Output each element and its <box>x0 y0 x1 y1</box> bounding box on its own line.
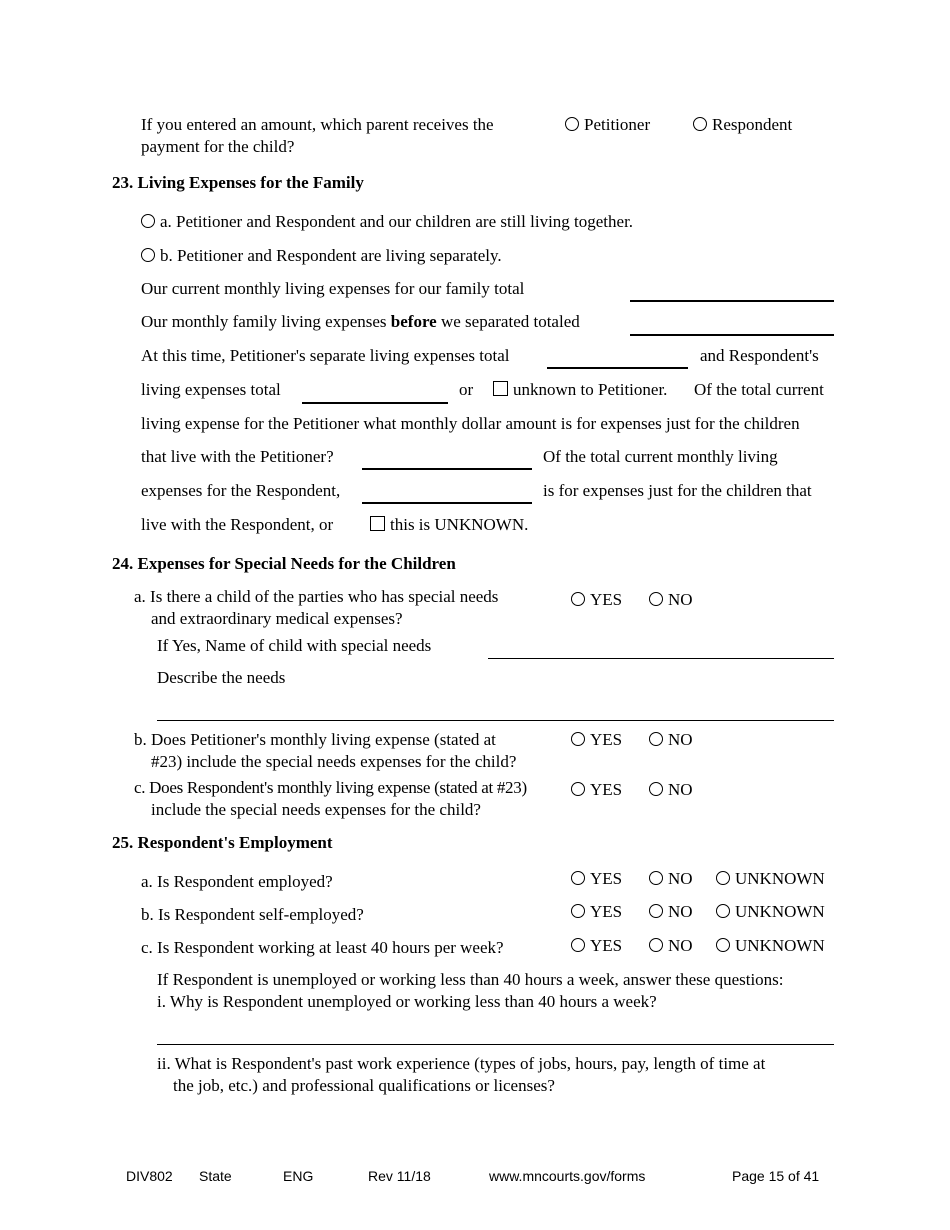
radio-circle-icon <box>649 938 663 952</box>
radio-circle-icon <box>649 592 663 606</box>
special-needs-question-line1: a. Is there a child of the parties who has special needs <box>134 587 499 606</box>
work-experience-question-line1: ii. What is Respondent's past work experience (types of jobs, hours, pay, length of time at <box>157 1054 766 1073</box>
radio-self-employed-no[interactable]: NO <box>649 901 693 923</box>
live-with-respondent-label: live with the Respondent, or <box>141 515 334 534</box>
expenses-respondent-label: expenses for the Respondent, <box>141 481 341 500</box>
of-total-monthly-label: Of the total current monthly living <box>543 447 778 466</box>
footer-form-id: DIV802 <box>126 1168 173 1184</box>
before-expenses-label: Our monthly family living expenses before we separated totaled <box>141 312 580 331</box>
radio-forty-hours-unknown[interactable]: UNKNOWN <box>716 935 825 957</box>
radio-petitioner-include-no[interactable]: NO <box>649 729 693 751</box>
footer-revision: Rev 11/18 <box>368 1168 431 1184</box>
radio-circle-icon <box>571 904 585 918</box>
child-name-label: If Yes, Name of child with special needs <box>157 636 432 655</box>
radio-forty-hours-no[interactable]: NO <box>649 935 693 957</box>
checkbox-icon <box>493 381 508 396</box>
radio-circle-icon <box>565 117 579 131</box>
before-expenses-field[interactable] <box>630 334 834 336</box>
respondent-children-expense-field[interactable] <box>362 502 532 504</box>
petitioner-children-expense-field[interactable] <box>362 468 532 470</box>
radio-circle-icon <box>649 732 663 746</box>
children-expense-text: living expense for the Petitioner what monthly dollar amount is for expenses just for the children <box>141 414 800 433</box>
self-employed-question: b. Is Respondent self-employed? <box>141 905 364 924</box>
and-respondent-label: and Respondent's <box>700 346 819 365</box>
radio-circle-icon <box>571 938 585 952</box>
petitioner-include-question-line1: b. Does Petitioner's monthly living expense (stated at <box>134 730 496 749</box>
radio-payment-petitioner[interactable]: Petitioner <box>565 114 650 136</box>
footer-language: ENG <box>283 1168 314 1184</box>
section-23-heading: 23. Living Expenses for the Family <box>112 173 364 192</box>
current-expenses-label: Our current monthly living expenses for our family total <box>141 279 525 298</box>
radio-circle-icon <box>716 871 730 885</box>
radio-circle-icon <box>649 871 663 885</box>
is-for-expenses-label: is for expenses just for the children that <box>543 481 812 500</box>
why-unemployed-question: i. Why is Respondent unemployed or working less than 40 hours a week? <box>157 992 657 1011</box>
radio-circle-icon <box>571 871 585 885</box>
respondent-expenses-field[interactable] <box>302 402 448 404</box>
or-label: or <box>459 380 474 399</box>
petitioner-separate-field[interactable] <box>547 367 688 369</box>
radio-self-employed-unknown[interactable]: UNKNOWN <box>716 901 825 923</box>
radio-circle-icon <box>571 732 585 746</box>
footer-page-number: Page 15 of 41 <box>732 1168 820 1184</box>
radio-employed-unknown[interactable]: UNKNOWN <box>716 868 825 890</box>
radio-living-separately[interactable]: b. Petitioner and Respondent are living separately. <box>141 245 502 267</box>
radio-special-needs-yes[interactable]: YES <box>571 589 622 611</box>
radio-petitioner-include-yes[interactable]: YES <box>571 729 622 751</box>
petitioner-include-question-line2: #23) include the special needs expenses for the child? <box>151 752 517 771</box>
radio-circle-icon <box>649 904 663 918</box>
checkbox-icon <box>370 516 385 531</box>
petitioner-separate-label: At this time, Petitioner's separate living expenses total <box>141 346 510 365</box>
checkbox-unknown[interactable]: this is UNKNOWN. <box>370 514 528 536</box>
radio-circle-icon <box>141 248 155 262</box>
respondent-include-question-line2: include the special needs expenses for the child? <box>151 800 481 819</box>
radio-payment-respondent[interactable]: Respondent <box>693 114 792 136</box>
radio-living-together[interactable]: a. Petitioner and Respondent and our children are still living together. <box>141 211 633 233</box>
radio-circle-icon <box>571 592 585 606</box>
employed-question: a. Is Respondent employed? <box>141 872 333 891</box>
radio-respondent-include-yes[interactable]: YES <box>571 779 622 801</box>
radio-circle-icon <box>571 782 585 796</box>
radio-employed-yes[interactable]: YES <box>571 868 622 890</box>
describe-needs-field[interactable] <box>157 720 834 721</box>
radio-circle-icon <box>716 938 730 952</box>
work-experience-question-line2: the job, etc.) and professional qualifications or licenses? <box>173 1076 555 1095</box>
radio-respondent-include-no[interactable]: NO <box>649 779 693 801</box>
radio-circle-icon <box>716 904 730 918</box>
of-total-current-label: Of the total current <box>694 380 824 399</box>
radio-self-employed-yes[interactable]: YES <box>571 901 622 923</box>
current-expenses-field[interactable] <box>630 300 834 302</box>
section-24-heading: 24. Expenses for Special Needs for the Children <box>112 554 456 573</box>
special-needs-question-line2: and extraordinary medical expenses? <box>151 609 403 628</box>
footer-url[interactable]: www.mncourts.gov/forms <box>489 1168 646 1184</box>
unemployed-instructions: If Respondent is unemployed or working less than 40 hours a week, answer these questions: <box>157 970 784 989</box>
respondent-include-question-line1: c. Does Respondent's monthly living expense (stated at #23) <box>134 778 527 797</box>
radio-special-needs-no[interactable]: NO <box>649 589 693 611</box>
footer-state: State <box>199 1168 232 1184</box>
payment-question-line2: payment for the child? <box>141 137 295 156</box>
radio-circle-icon <box>141 214 155 228</box>
radio-employed-no[interactable]: NO <box>649 868 693 890</box>
child-name-field[interactable] <box>488 658 834 659</box>
living-total-label: living expenses total <box>141 380 281 399</box>
forty-hours-question: c. Is Respondent working at least 40 hours per week? <box>141 938 504 957</box>
checkbox-unknown-to-petitioner[interactable]: unknown to Petitioner. <box>493 379 667 401</box>
live-with-petitioner-label: that live with the Petitioner? <box>141 447 334 466</box>
why-unemployed-field[interactable] <box>157 1044 834 1045</box>
radio-circle-icon <box>693 117 707 131</box>
radio-forty-hours-yes[interactable]: YES <box>571 935 622 957</box>
radio-circle-icon <box>649 782 663 796</box>
payment-question-line1: If you entered an amount, which parent receives the <box>141 115 494 134</box>
describe-needs-label: Describe the needs <box>157 668 286 687</box>
section-25-heading: 25. Respondent's Employment <box>112 833 333 852</box>
